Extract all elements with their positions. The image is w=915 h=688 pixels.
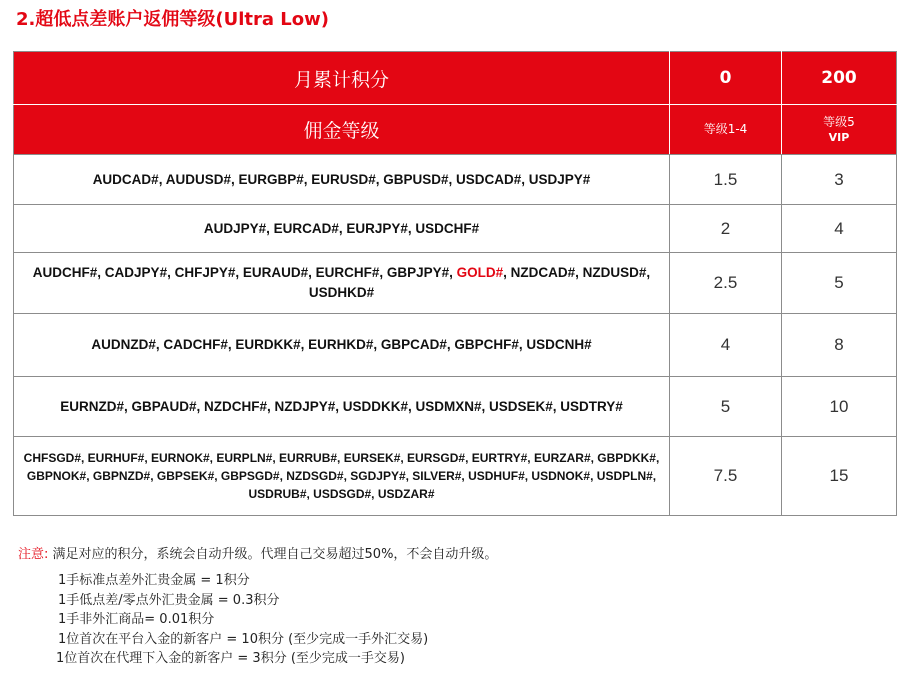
- monthly-points-col1: 0: [670, 52, 782, 105]
- table-row: [14, 314, 897, 377]
- level-1-4-value: 5: [670, 377, 782, 437]
- table-row: [14, 155, 897, 205]
- list-item: 1手低点差/零点外汇贵金属 = 0.3积分: [58, 592, 280, 608]
- symbols-text: , NZDCAD#, NZDUSD#, USDHKD#: [308, 265, 651, 300]
- level-5-vip-value: 8: [782, 314, 897, 377]
- list-item: 1手非外汇商品= 0.01积分: [58, 612, 215, 627]
- note-text: 满足对应的积分，系统会自动升级。代理自己交易超过50%，不会自动升级。: [48, 547, 498, 562]
- level-1-4-label: 等级1-4: [670, 105, 782, 155]
- symbols-cell: EURNZD#, GBPAUD#, NZDCHF#, NZDJPY#, USDDKK#, USDMXN#, USDSEK#, USDTRY#: [14, 377, 670, 437]
- level-5-vip-value: 3: [782, 155, 897, 205]
- notes-section: [18, 545, 497, 669]
- level-5-vip-value: 5: [782, 253, 897, 314]
- level-5-vip-label: [782, 105, 897, 155]
- symbols-cell: CHFSGD#, EURHUF#, EURNOK#, EURPLN#, EURRUB#, EURSEK#, EURSGD#, EURTRY#, EURZAR#, GBPDKK#, GBPNOK#, GBPNZD#, GBPSEK#, GBPSGD#, NZDSGD#, SGDJPY#, SILVER#, USDHUF#, USDNOK#, USDPLN#, USDRUB#, USDSGD#, USDZAR#: [14, 437, 670, 516]
- level-5-vip-value: 4: [782, 205, 897, 253]
- note-main-line: [18, 545, 497, 565]
- list-item: 1位首次在代理下入金的新客户 = 3积分 (至少完成一手交易): [56, 651, 405, 666]
- table-row: [14, 205, 897, 253]
- symbols-text: AUDCHF#, CADJPY#, CHFJPY#, EURAUD#, EURCHF#, GBPJPY#,: [32, 265, 457, 280]
- table-row: [14, 377, 897, 437]
- vip-text: VIP: [828, 130, 850, 144]
- level-1-4-value: 4: [670, 314, 782, 377]
- level-5-vip-value: 15: [782, 437, 897, 516]
- symbols-cell: AUDNZD#, CADCHF#, EURDKK#, EURHKD#, GBPCAD#, GBPCHF#, USDCNH#: [14, 314, 670, 377]
- monthly-points-col2: 200: [782, 52, 897, 105]
- note-label: 注意:: [18, 547, 49, 562]
- level-1-4-value: 2: [670, 205, 782, 253]
- monthly-points-label: 月累计积分: [14, 52, 670, 105]
- list-item: 1位首次在平台入金的新客户 = 10积分 (至少完成一手外汇交易): [58, 631, 429, 647]
- level-1-4-value: 2.5: [670, 253, 782, 314]
- level-1-4-value: 1.5: [670, 155, 782, 205]
- symbols-cell: AUDCAD#, AUDUSD#, EURGBP#, EURUSD#, GBPUSD#, USDCAD#, USDJPY#: [14, 155, 670, 205]
- gold-symbol-highlight: GOLD#: [456, 265, 504, 280]
- points-rules-list: [58, 571, 497, 669]
- section-title: 2.超低点差账户返佣等级(Ultra Low): [16, 9, 329, 30]
- header-row-commission-level: [14, 105, 897, 155]
- symbols-cell: [14, 253, 670, 314]
- level-5-text: 等级5: [823, 114, 855, 129]
- table-row: [14, 437, 897, 516]
- commission-level-label: 佣金等级: [14, 105, 670, 155]
- list-item: 1手标准点差外汇贵金属 = 1积分: [58, 573, 250, 588]
- header-row-monthly-points: [14, 52, 897, 105]
- level-1-4-value: 7.5: [670, 437, 782, 516]
- table-row: [14, 253, 897, 314]
- symbols-cell: AUDJPY#, EURCAD#, EURJPY#, USDCHF#: [14, 205, 670, 253]
- level-5-vip-value: 10: [782, 377, 897, 437]
- commission-rate-table: [13, 51, 897, 516]
